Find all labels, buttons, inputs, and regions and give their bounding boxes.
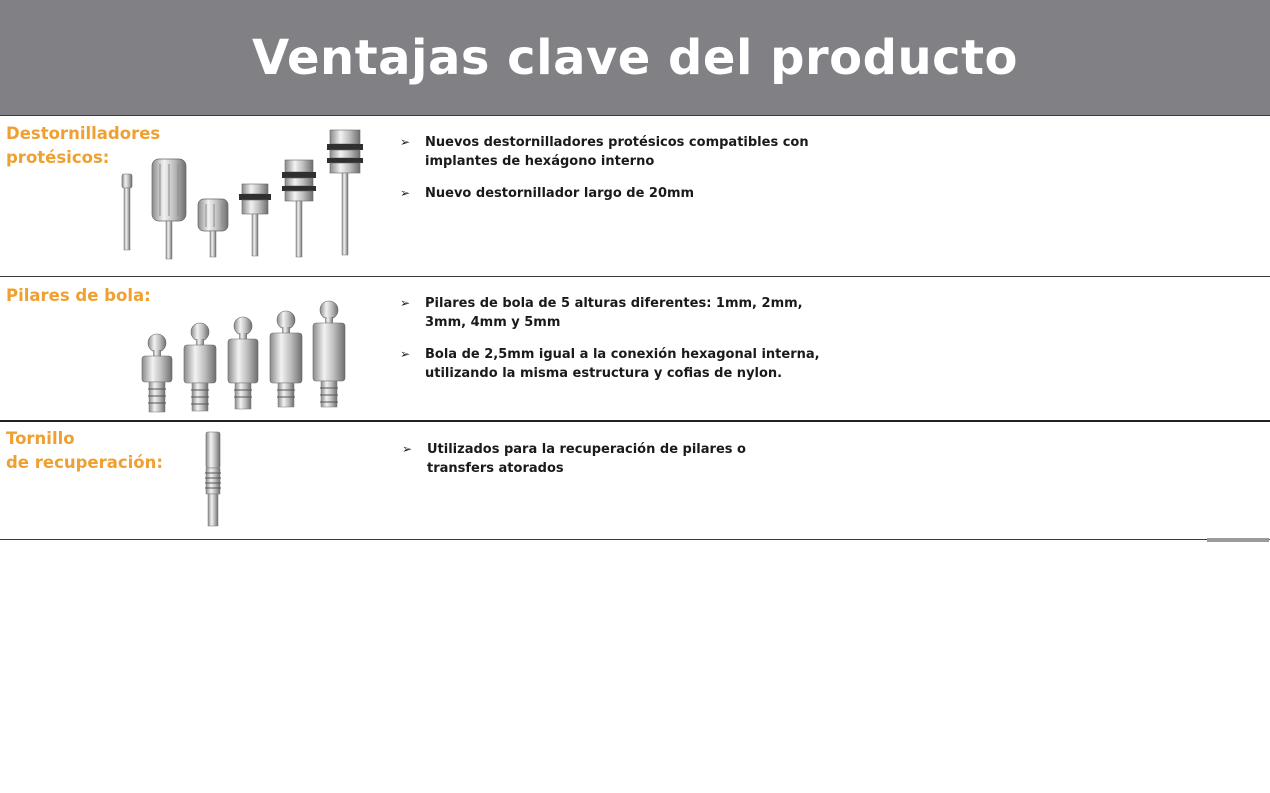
bullet-text: Utilizados para la recuperación de pilares o transfers atorados — [427, 442, 746, 476]
bullet-list — [397, 294, 827, 396]
bullet-text: Pilares de bola de 5 alturas diferentes: 1mm, 2mm, 3mm, 4mm y 5mm — [425, 296, 803, 330]
list-item — [397, 184, 817, 203]
bullet-list — [397, 133, 817, 216]
section-title — [6, 284, 151, 308]
page-title: Ventajas clave del producto — [251, 30, 1019, 86]
title-banner — [0, 0, 1270, 116]
section-title-line: Pilares de bola: — [6, 286, 151, 305]
section-title — [6, 427, 163, 475]
list-item — [397, 133, 817, 171]
section-retrieval-screw — [0, 422, 1270, 539]
arrow-right-icon: ➢ — [402, 442, 413, 456]
list-item — [399, 440, 799, 478]
arrow-right-icon: ➢ — [400, 296, 411, 310]
screwdrivers-image — [115, 124, 375, 269]
arrow-right-icon: ➢ — [400, 186, 411, 200]
section-title-line: de recuperación: — [6, 453, 163, 472]
bullet-text: Nuevos destornilladores protésicos compatibles con implantes de hexágono interno — [425, 135, 809, 169]
retrieval-screw-image — [200, 430, 230, 530]
arrow-right-icon: ➢ — [400, 347, 411, 361]
section-title-line: Destornilladores — [6, 124, 161, 143]
section-title-line: Tornillo — [6, 429, 75, 448]
section-title-line: protésicos: — [6, 148, 110, 167]
ball-abutments-image — [138, 299, 358, 417]
bullet-text: Bola de 2,5mm igual a la conexión hexagonal interna, utilizando la misma estructura y cofias de nylon. — [425, 347, 820, 381]
arrow-right-icon: ➢ — [400, 135, 411, 149]
section-ball-abutments — [0, 277, 1270, 420]
bullet-text: Nuevo destornillador largo de 20mm — [425, 186, 695, 201]
list-item — [397, 294, 827, 332]
divider — [0, 539, 1270, 540]
section-screwdrivers — [0, 116, 1270, 276]
bullet-list — [399, 440, 799, 491]
list-item — [397, 345, 827, 383]
